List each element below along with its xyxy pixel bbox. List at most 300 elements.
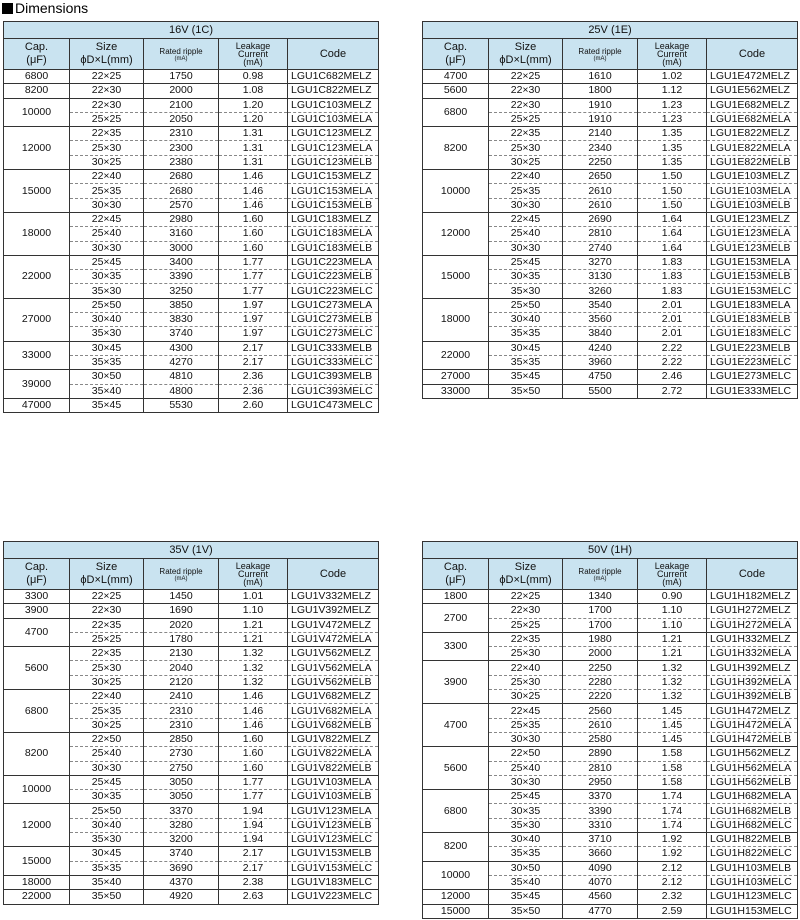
column-header-row: [423, 559, 798, 590]
size-cell: 30×40: [489, 313, 563, 327]
code-cell: LGU1H472MELA: [707, 718, 798, 732]
code-cell: LGU1H682MELB: [707, 804, 798, 818]
table-header: [4, 542, 379, 590]
ripple-cell: 3260: [563, 284, 638, 298]
size-cell: 30×30: [489, 241, 563, 255]
leakage-cell: 1.32: [638, 675, 707, 689]
table-row: [4, 84, 379, 98]
table-row: [4, 341, 379, 355]
ripple-cell: 1800: [563, 84, 638, 98]
leakage-cell: 1.58: [638, 775, 707, 789]
cap-cell: 10000: [423, 170, 489, 213]
ripple-cell: 2250: [563, 155, 638, 169]
leakage-cell: 1.45: [638, 718, 707, 732]
table-row: [423, 255, 798, 269]
ripple-cell: 3050: [144, 775, 219, 789]
leakage-cell: 0.90: [638, 590, 707, 604]
code-cell: LGU1V822MELB: [288, 761, 379, 775]
size-cell: 25×40: [489, 227, 563, 241]
table-row: [4, 847, 379, 861]
header-line: ϕD×L(mm): [80, 574, 133, 586]
ripple-cell: 2750: [144, 761, 219, 775]
size-cell: 35×45: [489, 890, 563, 904]
table-row: [4, 370, 379, 384]
size-cell: 22×50: [489, 747, 563, 761]
table-row: [4, 647, 379, 661]
leakage-cell: 1.60: [219, 212, 288, 226]
ripple-cell: 2690: [563, 212, 638, 226]
code-cell: LGU1E822MELZ: [707, 127, 798, 141]
code-cell: LGU1H562MELA: [707, 761, 798, 775]
table-row: [4, 618, 379, 632]
code-cell: LGU1H822MELB: [707, 833, 798, 847]
size-cell: 30×25: [489, 690, 563, 704]
table-row: [4, 398, 379, 412]
size-cell: 25×25: [489, 618, 563, 632]
size-cell: 35×50: [489, 904, 563, 918]
cap-cell: 15000: [423, 904, 489, 918]
code-cell: LGU1V472MELA: [288, 632, 379, 646]
table-row: [423, 384, 798, 398]
cap-cell: 18000: [4, 875, 70, 889]
ripple-cell: 3740: [144, 847, 219, 861]
table-row: [4, 875, 379, 889]
leakage-cell: 1.20: [219, 98, 288, 112]
ripple-cell: 3850: [144, 298, 219, 312]
ripple-cell: 2610: [563, 718, 638, 732]
ripple-cell: 3370: [144, 804, 219, 818]
cap-cell: 10000: [4, 98, 70, 127]
code-cell: LGU1V392MELZ: [288, 604, 379, 618]
size-cell: 22×45: [489, 212, 563, 226]
ripple-cell: 2250: [563, 661, 638, 675]
page-title: [2, 0, 88, 16]
code-cell: LGU1H103MELC: [707, 875, 798, 889]
table-header: [4, 22, 379, 70]
ripple-cell: 3660: [563, 847, 638, 861]
size-cell: 30×30: [70, 198, 144, 212]
size-cell: 25×45: [70, 255, 144, 269]
ripple-cell: 3390: [144, 270, 219, 284]
leakage-cell: 1.32: [219, 661, 288, 675]
size-cell: 25×30: [489, 647, 563, 661]
code-cell: LGU1H562MELZ: [707, 747, 798, 761]
table-body: [423, 590, 798, 919]
code-cell: LGU1C273MELC: [288, 327, 379, 341]
code-cell: LGU1V472MELZ: [288, 618, 379, 632]
ripple-cell: 2980: [144, 212, 219, 226]
header-line: Size: [514, 41, 537, 53]
voltage-header-row: [423, 22, 798, 39]
leakage-cell: 1.45: [638, 704, 707, 718]
table-row: [423, 70, 798, 84]
leakage-cell: 1.64: [638, 212, 707, 226]
code-cell: LGU1E103MELZ: [707, 170, 798, 184]
leakage-cell: 1.50: [638, 170, 707, 184]
code-cell: LGU1C183MELB: [288, 241, 379, 255]
header-line: ϕD×L(mm): [80, 54, 133, 66]
leakage-cell: 1.12: [638, 84, 707, 98]
leakage-cell: 2.22: [638, 341, 707, 355]
code-header: Code: [288, 39, 379, 70]
size-cell: 35×35: [70, 861, 144, 875]
leakage-cell: 1.97: [219, 327, 288, 341]
ripple-cell: 4270: [144, 355, 219, 369]
table-row: [423, 127, 798, 141]
ripple-cell: 2580: [563, 732, 638, 746]
size-cell: 30×45: [70, 341, 144, 355]
size-cell: 22×35: [70, 127, 144, 141]
size-cell: 22×35: [489, 632, 563, 646]
cap-cell: 12000: [4, 804, 70, 847]
leakage-cell: 1.45: [638, 732, 707, 746]
column-header-row: [4, 559, 379, 590]
code-cell: LGU1E103MELB: [707, 198, 798, 212]
leakage-cell: 1.35: [638, 141, 707, 155]
leakage-cell: 2.22: [638, 355, 707, 369]
header-line: (μF): [445, 54, 466, 66]
cap-header: [423, 39, 489, 70]
table-row: [423, 747, 798, 761]
size-cell: 30×30: [489, 198, 563, 212]
ripple-cell: 4770: [563, 904, 638, 918]
table-row: [423, 590, 798, 604]
size-cell: 25×30: [489, 141, 563, 155]
code-cell: LGU1V153MELC: [288, 861, 379, 875]
cap-cell: 1800: [423, 590, 489, 604]
leakage-cell: 1.97: [219, 313, 288, 327]
table-row: [4, 70, 379, 84]
leakage-cell: 2.46: [638, 370, 707, 384]
size-cell: 30×25: [489, 155, 563, 169]
code-header: Code: [288, 559, 379, 590]
code-cell: LGU1V123MELA: [288, 804, 379, 818]
size-cell: 25×30: [70, 661, 144, 675]
ripple-cell: 3160: [144, 227, 219, 241]
ripple-header: [563, 39, 638, 70]
ripple-cell: 3710: [563, 833, 638, 847]
leakage-cell: 1.50: [638, 184, 707, 198]
size-cell: 30×40: [70, 313, 144, 327]
size-cell: 25×35: [489, 184, 563, 198]
header-line: ϕD×L(mm): [499, 54, 552, 66]
leakage-cell: 1.60: [219, 241, 288, 255]
cap-cell: 12000: [4, 127, 70, 170]
cap-header: [4, 559, 70, 590]
ripple-cell: 2810: [563, 227, 638, 241]
code-cell: LGU1E103MELA: [707, 184, 798, 198]
cap-cell: 2700: [423, 604, 489, 633]
size-cell: 22×40: [70, 690, 144, 704]
leakage-cell: 1.58: [638, 747, 707, 761]
size-cell: 25×30: [489, 675, 563, 689]
ripple-header: [144, 39, 219, 70]
leakage-cell: 1.74: [638, 804, 707, 818]
ripple-cell: 2560: [563, 704, 638, 718]
size-cell: 30×35: [70, 790, 144, 804]
leakage-cell: 1.83: [638, 255, 707, 269]
code-cell: LGU1E562MELZ: [707, 84, 798, 98]
ripple-cell: 2380: [144, 155, 219, 169]
ripple-header: [563, 559, 638, 590]
ripple-cell: 3310: [563, 818, 638, 832]
ripple-cell: 3840: [563, 327, 638, 341]
size-cell: 25×50: [70, 298, 144, 312]
header-line: (mA): [593, 575, 607, 582]
header-line: (μF): [26, 574, 47, 586]
code-cell: LGU1H562MELB: [707, 775, 798, 789]
header-line: (mA): [174, 55, 188, 62]
ripple-cell: 2300: [144, 141, 219, 155]
size-cell: 35×40: [70, 875, 144, 889]
leakage-cell: 2.60: [219, 398, 288, 412]
leakage-cell: 1.10: [638, 604, 707, 618]
code-cell: LGU1H682MELA: [707, 790, 798, 804]
size-cell: 35×30: [489, 284, 563, 298]
page-title-text: Dimensions: [15, 0, 89, 16]
ripple-cell: 3250: [144, 284, 219, 298]
code-cell: LGU1C333MELB: [288, 341, 379, 355]
cap-cell: 5600: [423, 747, 489, 790]
code-cell: LGU1E682MELA: [707, 112, 798, 126]
code-cell: LGU1V682MELB: [288, 718, 379, 732]
cap-cell: 22000: [423, 341, 489, 370]
size-cell: 22×25: [489, 70, 563, 84]
code-cell: LGU1V153MELB: [288, 847, 379, 861]
leakage-cell: 1.94: [219, 833, 288, 847]
code-cell: LGU1E223MELB: [707, 341, 798, 355]
ripple-cell: 2280: [563, 675, 638, 689]
leakage-cell: 1.83: [638, 270, 707, 284]
ripple-cell: 3960: [563, 355, 638, 369]
table-body: [423, 70, 798, 399]
ripple-cell: 2220: [563, 690, 638, 704]
header-line: Size: [514, 561, 537, 573]
ripple-cell: 2570: [144, 198, 219, 212]
size-cell: 30×45: [489, 341, 563, 355]
leakage-cell: 2.12: [638, 861, 707, 875]
size-cell: 35×50: [70, 890, 144, 904]
code-cell: LGU1C103MELA: [288, 112, 379, 126]
cap-cell: 12000: [423, 890, 489, 904]
code-cell: LGU1E223MELC: [707, 355, 798, 369]
leakage-header: [638, 559, 707, 590]
ripple-cell: 4370: [144, 875, 219, 889]
leakage-cell: 2.01: [638, 313, 707, 327]
code-cell: LGU1H822MELC: [707, 847, 798, 861]
voltage-header: 50V (1H): [423, 542, 798, 559]
ripple-cell: 2340: [563, 141, 638, 155]
table-row: [423, 861, 798, 875]
ripple-cell: 1610: [563, 70, 638, 84]
size-cell: 25×50: [489, 298, 563, 312]
square-bullet-icon: [2, 3, 13, 14]
cap-cell: 22000: [4, 255, 70, 298]
ripple-cell: 4920: [144, 890, 219, 904]
leakage-cell: 1.32: [219, 675, 288, 689]
code-cell: LGU1H272MELA: [707, 618, 798, 632]
size-cell: 22×25: [489, 590, 563, 604]
table-row: [4, 804, 379, 818]
leakage-cell: 1.21: [638, 647, 707, 661]
voltage-header: 25V (1E): [423, 22, 798, 39]
size-cell: 22×30: [70, 84, 144, 98]
code-cell: LGU1C153MELA: [288, 184, 379, 198]
size-cell: 30×50: [70, 370, 144, 384]
size-cell: 35×35: [70, 355, 144, 369]
ripple-cell: 2310: [144, 704, 219, 718]
leakage-cell: 2.17: [219, 355, 288, 369]
code-cell: LGU1E183MELC: [707, 327, 798, 341]
header-line: Current: [656, 569, 687, 579]
table-row: [423, 890, 798, 904]
cap-cell: 8200: [4, 732, 70, 775]
header-line: Rated ripple: [159, 566, 203, 576]
leakage-cell: 1.31: [219, 141, 288, 155]
header-line: Cap.: [443, 41, 468, 53]
voltage-header-row: [423, 542, 798, 559]
leakage-cell: 2.36: [219, 370, 288, 384]
leakage-cell: 1.77: [219, 790, 288, 804]
size-cell: 30×35: [70, 270, 144, 284]
size-cell: 30×35: [489, 804, 563, 818]
table-row: [4, 212, 379, 226]
size-cell: 35×45: [489, 370, 563, 384]
leakage-cell: 2.32: [638, 890, 707, 904]
cap-cell: 6800: [4, 690, 70, 733]
code-cell: LGU1V682MELZ: [288, 690, 379, 704]
code-cell: LGU1C273MELA: [288, 298, 379, 312]
table-row: [423, 632, 798, 646]
ripple-cell: 4560: [563, 890, 638, 904]
cap-cell: 10000: [4, 775, 70, 804]
table-row: [4, 127, 379, 141]
code-cell: LGU1E183MELB: [707, 313, 798, 327]
table-row: [423, 370, 798, 384]
leakage-cell: 1.02: [638, 70, 707, 84]
header-line: (mA): [243, 57, 263, 67]
code-cell: LGU1H123MELC: [707, 890, 798, 904]
header-line: Leakage: [235, 561, 271, 571]
leakage-cell: 1.32: [638, 690, 707, 704]
leakage-cell: 1.64: [638, 241, 707, 255]
ripple-cell: 1450: [144, 590, 219, 604]
header-line: Leakage: [654, 41, 690, 51]
size-cell: 22×25: [70, 70, 144, 84]
table-row: [423, 661, 798, 675]
ripple-cell: 3270: [563, 255, 638, 269]
ripple-cell: 2810: [563, 761, 638, 775]
leakage-cell: 1.46: [219, 718, 288, 732]
code-cell: LGU1C273MELB: [288, 313, 379, 327]
ripple-cell: 3200: [144, 833, 219, 847]
code-cell: LGU1V123MELC: [288, 833, 379, 847]
ripple-cell: 1340: [563, 590, 638, 604]
cap-cell: 15000: [4, 847, 70, 876]
code-cell: LGU1C153MELZ: [288, 170, 379, 184]
leakage-cell: 1.97: [219, 298, 288, 312]
ripple-cell: 4070: [563, 875, 638, 889]
ripple-cell: 3390: [563, 804, 638, 818]
cap-cell: 6800: [4, 70, 70, 84]
header-line: Current: [656, 49, 687, 59]
leakage-cell: 1.64: [638, 227, 707, 241]
code-cell: LGU1C123MELA: [288, 141, 379, 155]
leakage-cell: 1.77: [219, 775, 288, 789]
size-cell: 30×25: [70, 675, 144, 689]
code-cell: LGU1C183MELA: [288, 227, 379, 241]
spec-table-16v: [3, 21, 379, 413]
cap-cell: 6800: [423, 790, 489, 833]
ripple-cell: 1700: [563, 618, 638, 632]
code-cell: LGU1E123MELZ: [707, 212, 798, 226]
code-cell: LGU1V223MELC: [291, 890, 373, 903]
ripple-cell: 3690: [144, 861, 219, 875]
size-cell: 22×30: [70, 604, 144, 618]
size-cell: 30×30: [489, 775, 563, 789]
spec-table-50v: [422, 541, 798, 919]
leakage-cell: 1.77: [219, 284, 288, 298]
code-cell: LGU1C223MELB: [288, 270, 379, 284]
leakage-cell: 1.23: [638, 98, 707, 112]
table-row: [423, 98, 798, 112]
header-line: Rated ripple: [578, 46, 622, 56]
leakage-cell: 1.46: [219, 198, 288, 212]
cap-cell: 39000: [4, 370, 70, 399]
table-row: [4, 298, 379, 312]
cap-cell: 10000: [423, 861, 489, 890]
ripple-cell: 2680: [144, 170, 219, 184]
code-cell: LGU1H272MELZ: [707, 604, 798, 618]
header-line: Rated ripple: [578, 566, 622, 576]
size-cell: 22×35: [70, 647, 144, 661]
cap-header: [423, 559, 489, 590]
size-cell: 22×30: [70, 98, 144, 112]
ripple-cell: 4240: [563, 341, 638, 355]
code-cell: LGU1V822MELZ: [288, 732, 379, 746]
size-cell: 25×25: [70, 112, 144, 126]
size-cell: 30×30: [489, 732, 563, 746]
code-cell: LGU1E333MELC: [710, 384, 792, 397]
size-cell: 30×25: [70, 155, 144, 169]
ripple-cell: 2310: [144, 718, 219, 732]
leakage-cell: 1.21: [638, 632, 707, 646]
code-cell: LGU1C822MELZ: [288, 84, 379, 98]
voltage-header: 35V (1V): [4, 542, 379, 559]
leakage-cell: 1.10: [638, 618, 707, 632]
header-line: Leakage: [235, 41, 271, 51]
code-cell: LGU1C153MELB: [288, 198, 379, 212]
code-cell: LGU1H332MELA: [707, 647, 798, 661]
leakage-cell: 1.35: [638, 127, 707, 141]
ripple-cell: 3560: [563, 313, 638, 327]
size-cell: 35×30: [70, 284, 144, 298]
leakage-cell: 1.32: [219, 647, 288, 661]
size-cell: 35×35: [489, 847, 563, 861]
header-line: (μF): [26, 54, 47, 66]
size-cell: 25×40: [70, 747, 144, 761]
ripple-cell: 3050: [144, 790, 219, 804]
size-cell: 35×35: [489, 327, 563, 341]
code-cell: LGU1C123MELZ: [288, 127, 379, 141]
leakage-cell: 1.50: [638, 198, 707, 212]
ripple-cell: 2410: [144, 690, 219, 704]
size-cell: 35×35: [489, 355, 563, 369]
ripple-cell: 1910: [563, 98, 638, 112]
size-cell: 30×40: [489, 833, 563, 847]
code-cell: LGU1V682MELA: [288, 704, 379, 718]
header-line: (mA): [662, 577, 682, 587]
